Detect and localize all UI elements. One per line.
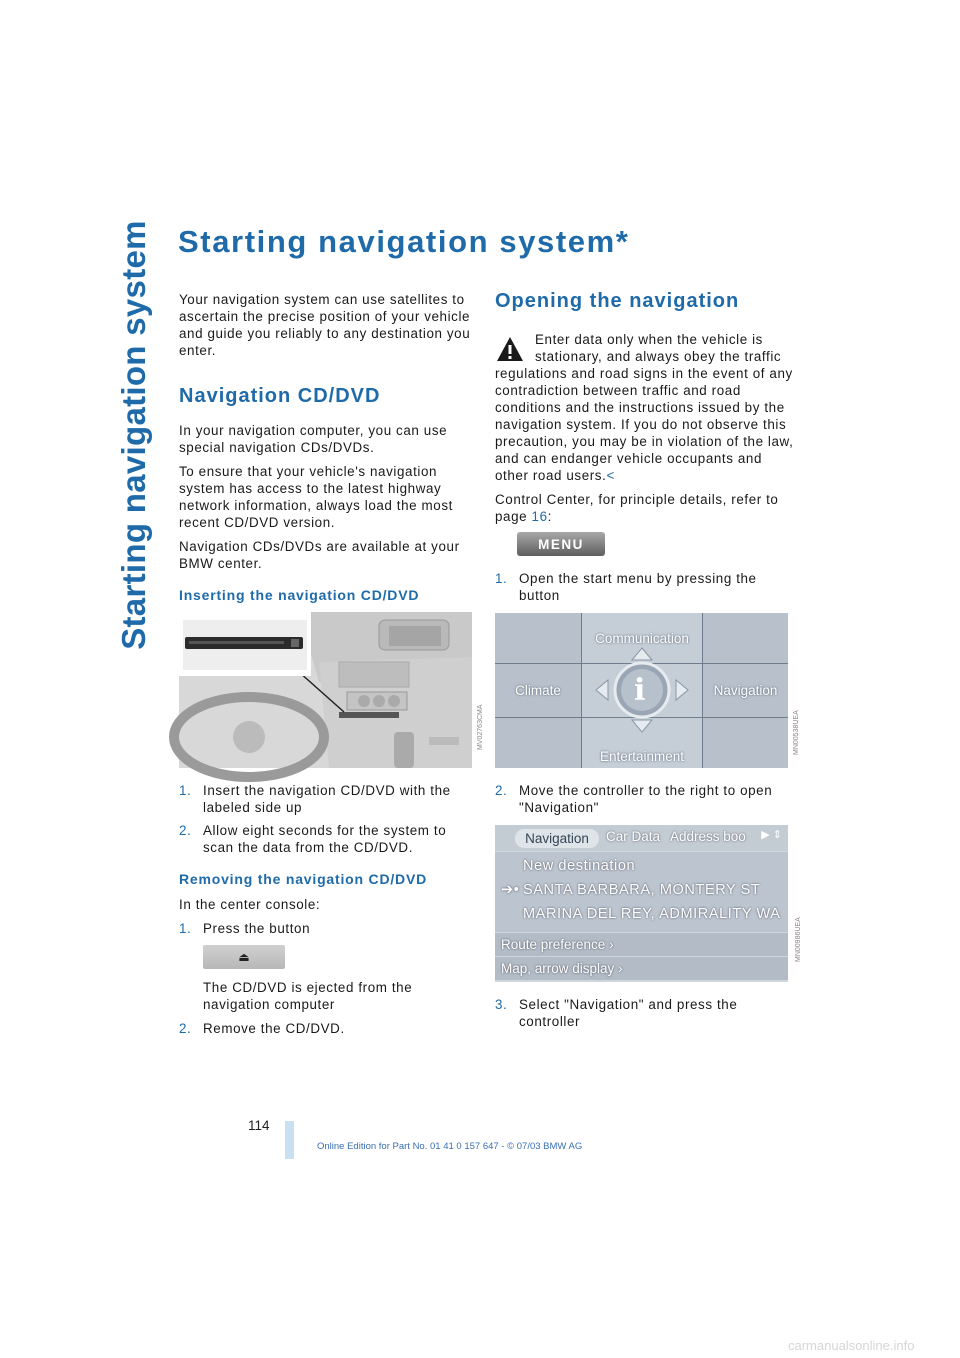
control-center-text: Control Center, for principle details, refer to page 16: bbox=[495, 492, 779, 524]
page-link[interactable]: 16 bbox=[531, 509, 548, 524]
removing-steps bbox=[179, 920, 475, 937]
section-heading-cd: Navigation CD/DVD bbox=[179, 385, 381, 407]
scroll-arrows-icon[interactable]: ▶ ⇕ bbox=[761, 829, 782, 841]
side-chapter-title-text: Starting navigation system bbox=[115, 220, 153, 650]
list-item: 2. Remove the CD/DVD. bbox=[179, 1021, 345, 1036]
warning-line-1: Enter data only when the vehicle is bbox=[535, 332, 763, 347]
side-chapter-title bbox=[112, 220, 156, 650]
end-marker: < bbox=[606, 468, 615, 483]
opening-step-3 bbox=[495, 996, 795, 1030]
warning-line-2: stationary, and always obey the traffic bbox=[535, 349, 782, 364]
inserting-steps bbox=[179, 782, 475, 856]
warning-text: regulations and road signs in the event of any contradiction between traffic and road conditions and the instructions issued by the navigation system. If you do not observe this precaution, you may be in violation of the law, and can endanger vehicle occupants and other road users.< bbox=[495, 366, 794, 483]
start-menu-screen bbox=[495, 613, 800, 768]
menu-entertainment[interactable]: Entertainment bbox=[582, 718, 702, 768]
removing-intro: In the center console: bbox=[179, 897, 321, 912]
destination-item[interactable]: SANTA BARBARA, MONTERY ST bbox=[523, 882, 761, 898]
menu-communication[interactable]: Communication bbox=[582, 613, 702, 663]
destination-item[interactable]: MARINA DEL REY, ADMIRALITY WA bbox=[523, 906, 781, 922]
screen-tab-bar bbox=[495, 825, 788, 851]
car-interior-figure bbox=[179, 612, 484, 768]
menu-navigation[interactable]: Navigation bbox=[703, 664, 788, 717]
inserting-heading: Inserting the navigation CD/DVD bbox=[179, 587, 420, 603]
page-number: 114 bbox=[248, 1118, 270, 1133]
route-preference-item[interactable]: Route preference › bbox=[495, 933, 788, 956]
destination-list bbox=[495, 852, 788, 932]
tab-navigation[interactable]: Navigation bbox=[515, 829, 599, 848]
tab-address-book[interactable]: Address boo bbox=[670, 829, 746, 844]
list-item: 2. Allow eight seconds for the system to scan the data from the CD/DVD. bbox=[179, 823, 447, 855]
figure-code: MN00986UEA bbox=[795, 917, 802, 962]
page-title: Starting navigation system* bbox=[178, 224, 630, 259]
opening-step-2 bbox=[495, 782, 795, 816]
list-item: 2. Move the controller to the right to open "Navigation" bbox=[495, 783, 773, 815]
menu-button[interactable]: MENU bbox=[517, 532, 605, 556]
cd-paragraph-2: To ensure that your vehicle's navigation system has access to the latest highway network information, always load the most recent CD/DVD version. bbox=[179, 464, 453, 530]
map-arrow-display-item[interactable]: Map, arrow display › bbox=[495, 957, 788, 980]
warning-block bbox=[495, 329, 795, 484]
list-item: 3. Select "Navigation" and press the controller bbox=[495, 997, 738, 1029]
new-destination-item[interactable]: New destination bbox=[523, 858, 636, 874]
figure-code: MV02763CMA bbox=[477, 704, 484, 750]
figure-code: MN00538UEA bbox=[793, 710, 800, 755]
eject-button[interactable] bbox=[203, 945, 285, 969]
destination-arrow-icon: ➔• bbox=[501, 882, 520, 898]
warning-triangle-icon bbox=[495, 335, 525, 363]
eject-icon: ⏏ bbox=[238, 950, 250, 964]
removing-heading: Removing the navigation CD/DVD bbox=[179, 871, 428, 887]
opening-step-1 bbox=[495, 570, 795, 604]
ejected-text: The CD/DVD is ejected from the navigation computer bbox=[203, 980, 413, 1012]
list-item: 1. Press the button bbox=[179, 921, 311, 936]
left-column bbox=[179, 291, 484, 1043]
cd-paragraph-1: In your navigation computer, you can use special navigation CDs/DVDs. bbox=[179, 423, 448, 455]
cd-paragraph-3: Navigation CDs/DVDs are available at your BMW center. bbox=[179, 539, 460, 571]
tab-car-data[interactable]: Car Data bbox=[606, 829, 661, 844]
car-interior-illustration bbox=[179, 612, 472, 768]
page-bar bbox=[285, 1121, 294, 1159]
intro-paragraph: Your navigation system can use satellites to ascertain the precise position of your vehicle and guide you reliably to any destination you enter. bbox=[179, 292, 471, 358]
menu-climate[interactable]: Climate bbox=[495, 664, 581, 717]
navigation-menu-screen bbox=[495, 825, 788, 982]
info-icon: i bbox=[634, 673, 646, 708]
list-item: 1. Insert the navigation CD/DVD with the labeled side up bbox=[179, 783, 451, 815]
list-item: 1. Open the start menu by pressing the button bbox=[495, 571, 757, 603]
removing-steps-2 bbox=[179, 1020, 475, 1037]
watermark: carmanualsonline.info bbox=[788, 1338, 915, 1353]
section-heading-opening: Opening the navigation bbox=[495, 290, 740, 312]
footer-edition-text: Online Edition for Part No. 01 41 0 157 647 - © 07/03 BMW AG bbox=[317, 1141, 583, 1152]
